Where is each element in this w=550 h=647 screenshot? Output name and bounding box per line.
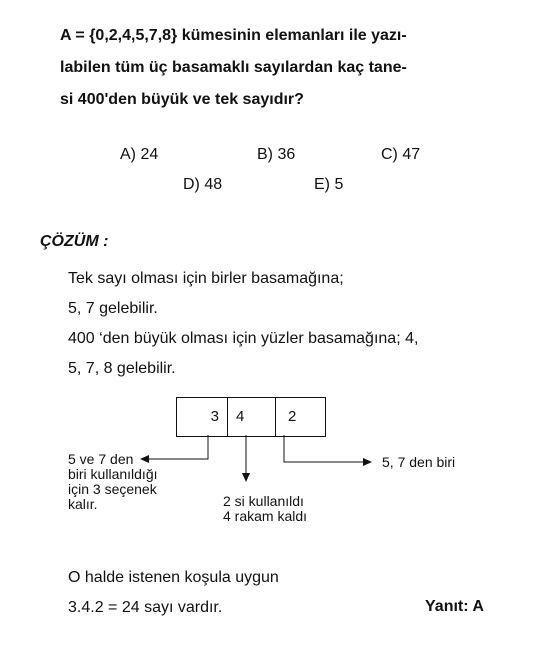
question-line: labilen tüm üç basamaklı sayılardan kaç tane- bbox=[60, 59, 407, 76]
left-note-line: biri kullanıldığı bbox=[68, 466, 158, 482]
solution-title: ÇÖZÜM : bbox=[40, 233, 109, 250]
solution-line: Tek sayı olması için birler basamağına; bbox=[68, 270, 344, 287]
solution-line: 5, 7 gelebilir. bbox=[68, 300, 158, 317]
left-note-line: için 3 seçenek bbox=[68, 481, 157, 497]
option-d[interactable]: D) 48 bbox=[183, 176, 223, 193]
middle-note-line: 4 rakam kaldı bbox=[223, 508, 308, 524]
right-note: 5, 7 den biri bbox=[382, 454, 456, 470]
option-b[interactable]: B) 36 bbox=[257, 146, 296, 163]
middle-arrow-head bbox=[242, 473, 250, 482]
conclusion-text bbox=[68, 563, 279, 623]
right-arrow-line bbox=[284, 435, 364, 462]
option-a[interactable]: A) 24 bbox=[120, 146, 159, 163]
question-line: A = {0,2,4,5,7,8} kümesinin elemanları ile yazı- bbox=[60, 27, 407, 44]
middle-note bbox=[223, 494, 307, 524]
option-e[interactable]: E) 5 bbox=[314, 176, 344, 193]
option-c[interactable]: C) 47 bbox=[381, 146, 421, 163]
right-arrow-head bbox=[363, 458, 372, 466]
units-cell: 2 bbox=[275, 398, 325, 436]
conclusion-line: O halde istenen koşula uygun bbox=[68, 569, 279, 586]
hundreds-cell: 3 bbox=[210, 408, 219, 425]
middle-note-line: 2 si kullanıldı bbox=[223, 493, 304, 509]
solution-line: 400 ‘den büyük olması için yüzler basamağına; 4, bbox=[68, 330, 419, 347]
question-line: si 400'den büyük ve tek sayıdır? bbox=[60, 91, 304, 108]
answer-label: Yanıt: A bbox=[425, 598, 484, 615]
tens-cell: 4 bbox=[227, 398, 275, 436]
conclusion-line: 3.4.2 = 24 sayı vardır. bbox=[68, 599, 223, 616]
left-note bbox=[68, 452, 158, 512]
left-note-line: 5 ve 7 den bbox=[68, 451, 134, 467]
left-note-line: kalır. bbox=[68, 496, 98, 512]
solution-line: 5, 7, 8 gelebilir. bbox=[68, 360, 176, 377]
